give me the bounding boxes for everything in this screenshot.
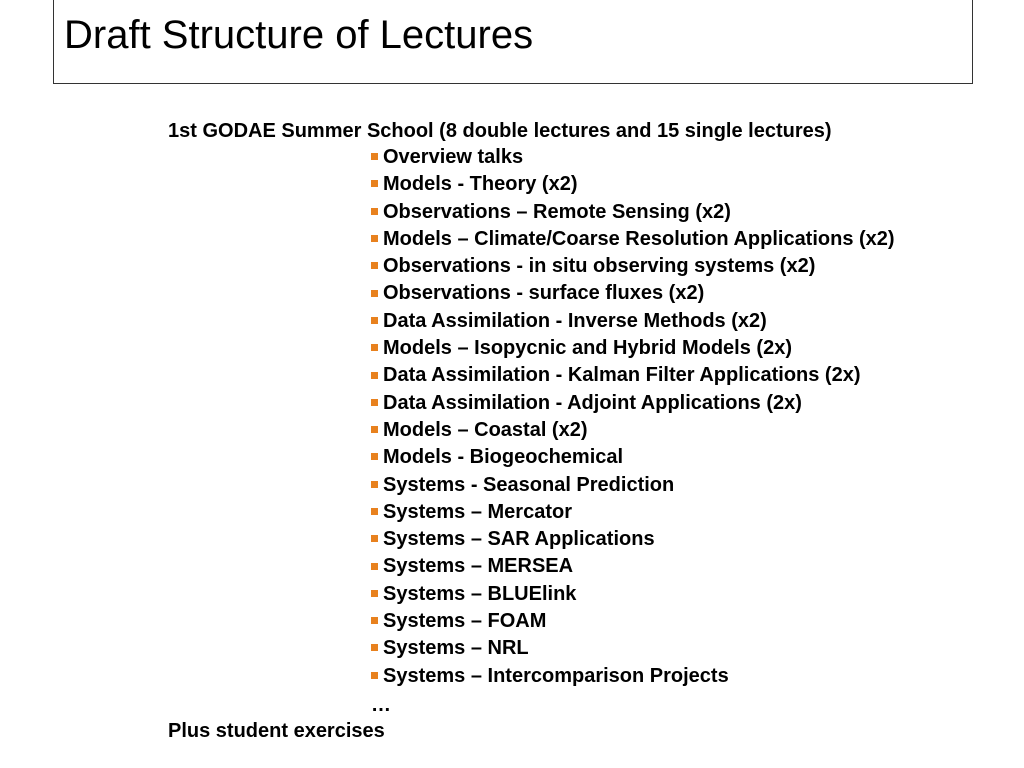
lecture-label: Systems – SAR Applications: [383, 528, 655, 551]
lecture-label: Observations - in situ observing systems (x2): [383, 255, 816, 278]
lecture-label: Models – Isopycnic and Hybrid Models (2x): [383, 337, 792, 360]
list-item: [371, 308, 895, 335]
lecture-label: Systems – Intercomparison Projects: [383, 664, 729, 687]
list-item: [371, 280, 895, 307]
square-bullet-icon: [371, 644, 378, 651]
square-bullet-icon: [371, 180, 378, 187]
square-bullet-icon: [371, 290, 378, 297]
square-bullet-icon: [371, 317, 378, 324]
list-item: [371, 608, 895, 635]
list-item: [371, 390, 895, 417]
list-item: [371, 499, 895, 526]
list-item: [371, 444, 895, 471]
list-item: [371, 253, 895, 280]
title-box: [53, 0, 973, 84]
square-bullet-icon: [371, 344, 378, 351]
square-bullet-icon: [371, 262, 378, 269]
square-bullet-icon: [371, 399, 378, 406]
square-bullet-icon: [371, 590, 378, 597]
square-bullet-icon: [371, 426, 378, 433]
intro-text: 1st GODAE Summer School (8 double lectures and 15 single lectures): [168, 120, 832, 142]
lecture-label: Observations – Remote Sensing (x2): [383, 200, 731, 223]
square-bullet-icon: [371, 563, 378, 570]
square-bullet-icon: [371, 453, 378, 460]
lecture-label: Systems – Mercator: [383, 500, 572, 523]
square-bullet-icon: [371, 235, 378, 242]
lecture-label: Observations - surface fluxes (x2): [383, 282, 705, 305]
list-item: [371, 171, 895, 198]
ellipsis: …: [371, 694, 391, 716]
square-bullet-icon: [371, 153, 378, 160]
square-bullet-icon: [371, 372, 378, 379]
list-item: [371, 417, 895, 444]
list-item: [371, 635, 895, 662]
lecture-label: Models - Theory (x2): [383, 173, 578, 196]
lecture-label: Data Assimilation - Adjoint Applications (2x): [383, 391, 802, 414]
square-bullet-icon: [371, 672, 378, 679]
list-item: [371, 335, 895, 362]
lecture-label: Systems – BLUElink: [383, 582, 577, 605]
footer-note: Plus student exercises: [168, 720, 385, 742]
lecture-label: Systems - Seasonal Prediction: [383, 473, 675, 496]
square-bullet-icon: [371, 208, 378, 215]
lecture-label: Data Assimilation - Kalman Filter Applications (2x): [383, 364, 861, 387]
list-item: [371, 144, 895, 171]
lecture-list: [371, 144, 895, 690]
lecture-label: Models – Coastal (x2): [383, 418, 588, 441]
slide-title: Draft Structure of Lectures: [64, 13, 534, 57]
square-bullet-icon: [371, 508, 378, 515]
list-item: [371, 362, 895, 389]
lecture-label: Systems – FOAM: [383, 610, 547, 633]
list-item: [371, 226, 895, 253]
lecture-label: Models - Biogeochemical: [383, 446, 624, 469]
lecture-label: Systems – MERSEA: [383, 555, 574, 578]
list-item: [371, 199, 895, 226]
list-item: [371, 553, 895, 580]
lecture-label: Systems – NRL: [383, 637, 529, 660]
list-item: [371, 581, 895, 608]
square-bullet-icon: [371, 617, 378, 624]
list-item: [371, 472, 895, 499]
lecture-label: Overview talks: [383, 146, 524, 168]
lecture-label: Data Assimilation - Inverse Methods (x2): [383, 309, 767, 332]
list-item: [371, 526, 895, 553]
lecture-label: Models – Climate/Coarse Resolution Applications (x2): [383, 227, 895, 250]
square-bullet-icon: [371, 535, 378, 542]
list-item: [371, 663, 895, 690]
square-bullet-icon: [371, 481, 378, 488]
